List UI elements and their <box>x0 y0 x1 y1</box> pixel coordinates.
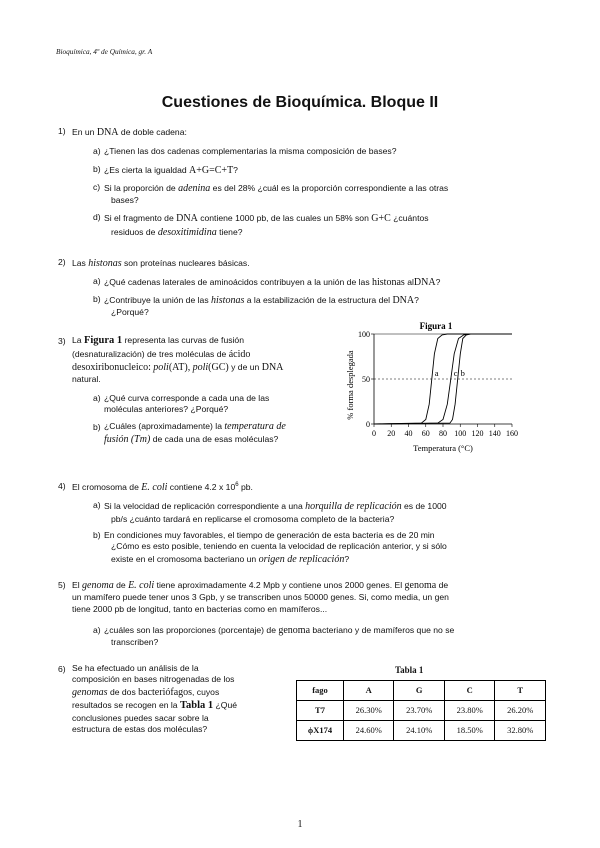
table-header-cell: G <box>394 681 444 701</box>
q1-number: 1) <box>58 126 66 136</box>
q1-c: Si la proporción de adenina es del 28% ¿cuál es la proporción correspondiente a las otras <box>104 183 449 194</box>
x-tick-label: 60 <box>421 429 430 438</box>
x-tick-label: 160 <box>506 429 518 438</box>
y-tick-label: 100 <box>358 330 370 339</box>
q1-b: ¿Es cierta la igualdad A+G=C+T? <box>104 165 238 176</box>
q3-number: 3) <box>58 336 66 346</box>
page-number: 1 <box>297 819 303 830</box>
table-header-cell: A <box>344 681 394 701</box>
q2-stem: Las histonas son proteínas nucleares básicas. <box>72 258 250 269</box>
table-row <box>297 721 546 741</box>
q4-b: En condiciones muy favorables, el tiempo de generación de esta bacteria es de 20 min ¿Cómo es esto posible, teniendo en cuenta la velocidad de replicación anterior, y si sólo existe en el cromosoma bacteriano un origen de replicación? <box>104 530 447 565</box>
chart-title: Figura 1 <box>419 321 453 331</box>
q5-a: ¿cuáles son las proporciones (porcentaje) de genoma bacteriano y de mamíferos que no se transcriben? <box>104 625 455 648</box>
chart-axes <box>358 330 518 438</box>
table-cell: 18.50% <box>444 721 494 741</box>
table-cell: 24.10% <box>394 721 444 741</box>
table-header-cell: fago <box>297 681 344 701</box>
q2-number: 2) <box>58 257 66 267</box>
q3-b: ¿Cuáles (aproximadamente) la temperatura de fusión (Tm) de cada una de esas moléculas? <box>104 421 286 446</box>
figure-1-chart <box>340 318 570 458</box>
table-cell: 24.60% <box>344 721 394 741</box>
chart-xlabel: Temperatura (°C) <box>413 443 473 453</box>
table-header-cell: T <box>495 681 546 701</box>
curve-label-b: b <box>460 368 465 378</box>
curve-label-a: a <box>434 368 439 378</box>
x-tick-label: 80 <box>439 429 447 438</box>
row-label: T7 <box>297 701 344 721</box>
q4-a: Si la velocidad de replicación correspondiente a una horquilla de replicación es de 1000 <box>104 501 447 512</box>
data-table <box>296 680 546 741</box>
table-cell: 23.70% <box>394 701 444 721</box>
q2-a: ¿Qué cadenas laterales de aminoácidos contribuyen a la unión de las histonas alDNA? <box>104 277 441 288</box>
q3-stem: La Figura 1 representa las curvas de fusión (desnaturalización) de tres moléculas de ácido desoxiribonucleico: poli(AT), poli(GC) y de un DNA natural. <box>72 335 284 385</box>
table-cell: 32.80% <box>495 721 546 741</box>
curve-label-c: c <box>453 368 458 378</box>
x-tick-label: 20 <box>387 429 396 438</box>
q5-stem: El genoma de E. coli tiene aproximadamente 4.2 Mpb y contiene unos 2000 genes. El genoma de un mamífero puede tener unos 3 Gpb, y se transcriben unos 50000 genes. Si, como media, un gen tiene 2000 pb de longitud, tanto en bacterias como en mamíferos... <box>72 580 449 614</box>
q6-number: 6) <box>58 664 66 674</box>
table-caption: Tabla 1 <box>395 665 424 675</box>
q5-number: 5) <box>58 580 66 590</box>
table-header-row <box>297 681 546 701</box>
page-header: Bioquímica, 4º de Química, gr. A <box>56 47 153 56</box>
table-cell: 26.20% <box>495 701 546 721</box>
table-row <box>297 701 546 721</box>
q1-d: Si el fragmento de DNA contiene 1000 pb, de las cuales un 58% son G+C ¿cuántos <box>104 213 429 224</box>
x-tick-label: 120 <box>471 429 484 438</box>
q1-a: ¿Tienen las dos cadenas complementarias la misma composición de bases? <box>104 146 397 156</box>
q3-a: ¿Qué curva corresponde a cada una de las moléculas anteriores? ¿Porqué? <box>104 393 270 415</box>
table-cell: 23.80% <box>444 701 494 721</box>
page-title: Cuestiones de Bioquímica. Bloque II <box>161 94 439 111</box>
q1-stem: En un DNA de doble cadena: <box>72 127 187 138</box>
q2-b: ¿Contribuye la unión de las histonas a la estabilización de la estructura del DNA? <box>104 295 419 306</box>
x-tick-label: 140 <box>488 429 501 438</box>
table-header-cell: C <box>444 681 494 701</box>
chart-ylabel: % forma desplegada <box>345 350 355 420</box>
x-tick-label: 40 <box>404 429 413 438</box>
table-cell: 26.30% <box>344 701 394 721</box>
x-tick-label: 100 <box>454 429 467 438</box>
x-tick-label: 0 <box>372 429 376 438</box>
q4-stem: El cromosoma de E. coli contiene 4.2 x $10^6$ pb. <box>72 482 253 493</box>
y-tick-label: 0 <box>366 420 370 429</box>
q4-number: 4) <box>58 481 66 491</box>
row-label: ϕX174 <box>297 721 344 741</box>
y-tick-label: 50 <box>362 375 370 384</box>
q6-stem: Se ha efectuado un análisis de la composición en bases nitrogenadas de los genomas de dos bacteriófagos, cuyos resultados se recogen en la Tabla 1 ¿Qué conclusiones puedes sacar sobre la estructura de estas dos moléculas? <box>72 663 238 735</box>
